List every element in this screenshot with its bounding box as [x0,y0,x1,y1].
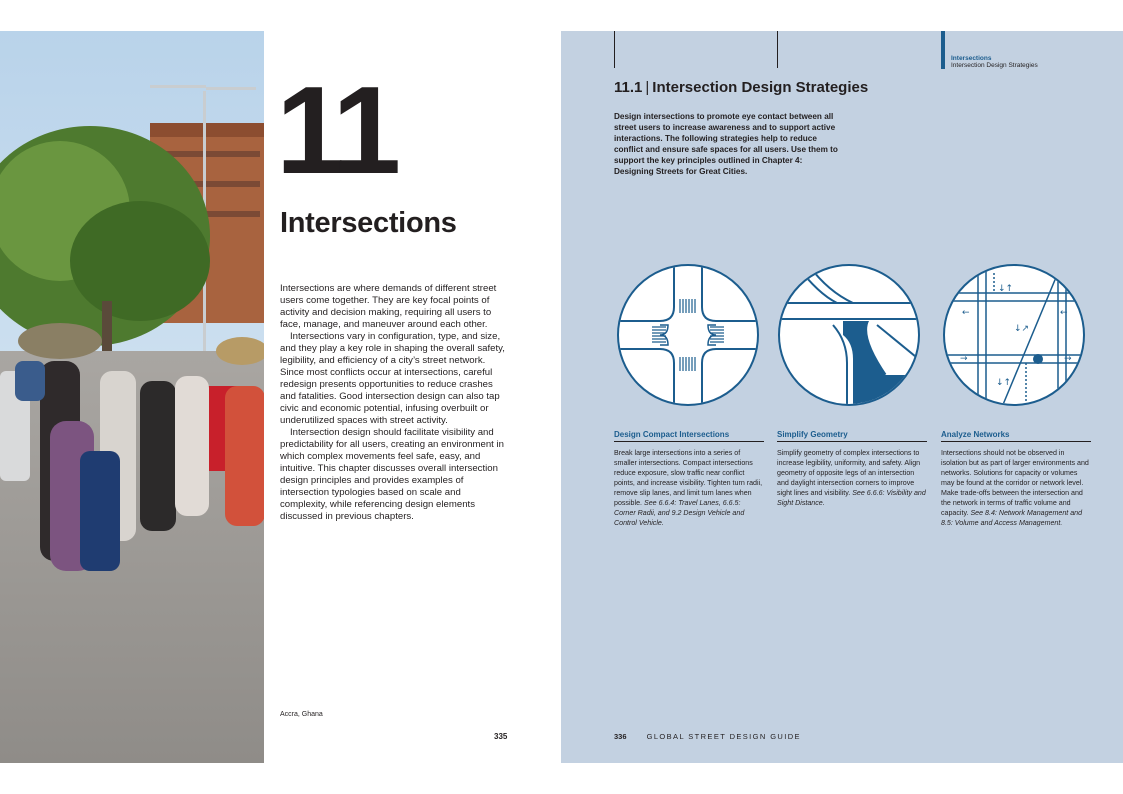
arrow-glyph: ← [1060,308,1068,318]
strategy-analyze-networks [941,430,1091,528]
running-head-section: Intersection Design Strategies [951,62,1038,69]
section-title: Intersection Design Strategies [652,79,869,96]
column-marker [614,31,615,68]
strategy-reference: See 8.4: Network Management and 8.5: Volume and Access Management. [941,509,1083,527]
intro-paragraph: Intersections are where demands of different street users come together. They are key focal points of activity and decision making, requiring all users to face, manage, and maneuver around each other. [280,283,497,330]
simplify-geometry-diagram [777,263,921,407]
arrow-glyph: ↓↗ [1014,324,1030,334]
strategy-body [614,448,764,528]
strategy-reference: See 6.6.4: Travel Lanes, 6.6.5: Corner Radii, and 9.2 Design Vehicle and Control Vehicle. [614,499,745,527]
page-number: 335 [494,732,508,741]
strategy-text: Intersections should not be observed in isolation but as part of larger environments and networks. Solutions for capacity or volumes may be found at the corridor or network level. Make trade-offs between the intersection and the network in terms of traffic volume and capacity. [941,449,1089,517]
strategy-simplify-geometry [777,430,927,508]
photo-caption: Accra, Ghana [280,711,323,718]
strategy-body [941,448,1091,528]
arrow-glyph: ↓↑ [998,284,1014,294]
compact-intersections-diagram [616,263,760,407]
left-page [276,31,561,763]
analyze-networks-diagram [942,263,1086,407]
page-footer [614,732,801,741]
arrow-glyph: ← [962,308,970,318]
strategy-title: Simplify Geometry [777,430,927,442]
running-head-chapter: Intersections [951,55,992,62]
intro-paragraph: Intersections vary in configuration, type, and size, and they play a key role in shaping the overall safety, legibility, and efficiency of a city’s street network. Since most conflicts occur at intersections, careful redesign presents opportunities to reduce crashes and fatalities. Good intersection design can also tap civic and economic potential, infusing overbuilt or underutilized spaces with street activity. [280,331,505,426]
section-heading [614,79,868,96]
chapter-number: 11 [276,62,396,200]
page-number: 336 [614,732,627,741]
chapter-title: Intersections [280,207,457,239]
strategy-title: Design Compact Intersections [614,430,764,442]
strategy-compact-intersections [614,430,764,528]
chapter-intro [280,283,508,523]
section-number: 11.1 [614,79,643,96]
strategy-body [777,448,927,508]
arrow-glyph: → [1064,354,1072,364]
arrow-glyph: → [960,354,968,364]
right-page [561,31,1123,763]
book-title: GLOBAL STREET DESIGN GUIDE [646,732,801,741]
strategy-text: Break large intersections into a series of smaller intersections. Compact intersections reduce exposure, slow traffic near conflict points, and increase visibility. Tighten turn radii, remove slip lanes, and limit turn lanes when possible. [614,449,763,507]
column-marker [777,31,778,68]
intro-paragraph: Intersection design should facilitate visibility and predictability for all users, creating an environment in which complex movements feel safe, easy, and intuitive. This chapter discusses overall intersection design principles and provides examples of intersection typologies based on scale and complexity, while referencing design elements discussed in previous chapters. [280,427,504,522]
strategy-title: Analyze Networks [941,430,1091,442]
section-intro: Design intersections to promote eye contact between all street users to increase awareness and to support active interactions. The following strategies help to reduce conflict and ensure safe spaces for all users. Use them to support the key principles outlined in Chapter 4: Designing Streets for Great Cities. [614,112,838,176]
section-divider: | [645,79,650,96]
street-photo [0,31,264,763]
strategy-reference: See 6.6.6: Visibility and Sight Distance. [777,489,926,507]
arrow-glyph: ↓↑ [996,378,1012,388]
running-head [941,31,1038,69]
strategy-text: Simplify geometry of complex intersections to increase legibility, uniformity, and safety. Align geometry of opposite legs of an intersection and daylight intersection corners to improve sight lines and visibility. [777,449,921,497]
